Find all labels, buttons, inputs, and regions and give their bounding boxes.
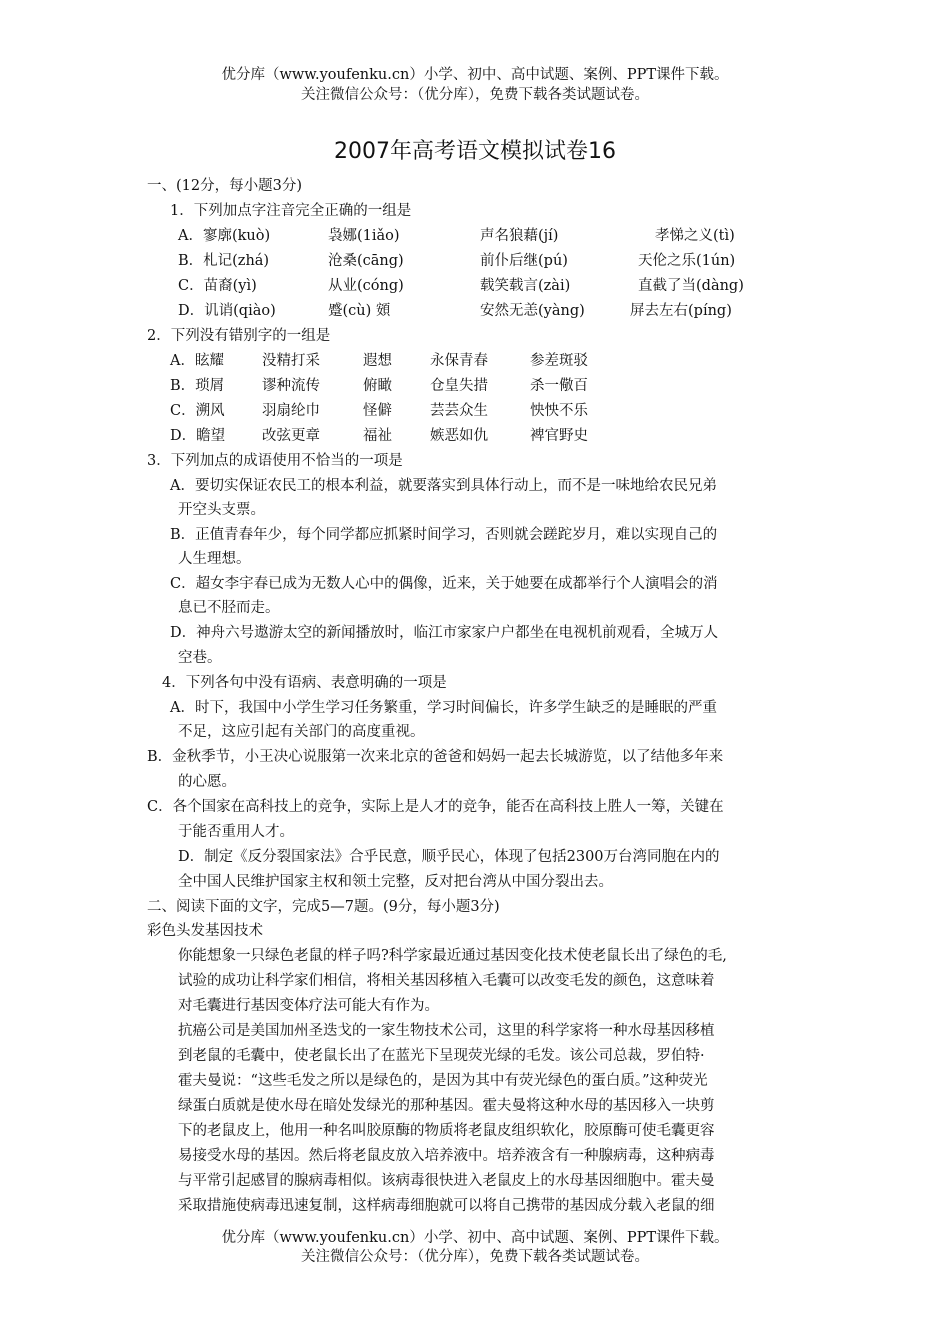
section-1-heading: 一、(12分，每小题3分) xyxy=(147,178,302,194)
q2-c-3: 怪僻 xyxy=(363,403,392,419)
q1-a-1: A．寥廓(kuò) xyxy=(178,228,271,244)
q2-d-2: 改弦更章 xyxy=(262,428,320,444)
page-footer-line-2: 关注微信公众号：（优分库），免费下载各类试题试卷。 xyxy=(301,1249,649,1265)
q4-option-b-cont: 的心愿。 xyxy=(178,774,236,790)
q4-option-a-cont: 不足，这应引起有关部门的高度重视。 xyxy=(178,724,425,740)
passage-line: 绿蛋白质就是使水母在暗处发绿光的那种基因。霍夫曼将这种水母的基因移入一块剪 xyxy=(178,1098,715,1114)
q1-d-2: 蹙(cù) 頞 xyxy=(328,303,391,319)
passage-line: 下的老鼠皮上，他用一种名叫胶原酶的物质将老鼠皮组织软化，胶原酶可使毛囊更容 xyxy=(178,1123,715,1139)
q3-option-b-cont: 人生理想。 xyxy=(178,551,251,567)
q2-stem: 2．下列没有错别字的一组是 xyxy=(147,328,331,344)
q4-option-c-cont: 于能否重用人才。 xyxy=(178,824,294,840)
q4-option-d-cont: 全中国人民维护国家主权和领土完整，反对把台湾从中国分裂出去。 xyxy=(178,874,613,890)
q1-d-1: D．讥诮(qiào) xyxy=(178,303,276,319)
q3-option-c: C．超女李宇春已成为无数人心中的偶像，近来，关于她要在成都举行个人演唱会的消 xyxy=(170,576,718,592)
passage-title: 彩色头发基因技术 xyxy=(147,923,263,939)
passage-line: 易接受水母的基因。然后将老鼠皮放入培养液中。培养液含有一种腺病毒，这种病毒 xyxy=(178,1148,715,1164)
passage-line: 霍夫曼说：“这些毛发之所以是绿色的，是因为其中有荧光绿色的蛋白质。”这种荧光 xyxy=(178,1073,708,1089)
q1-b-3: 前仆后继(pú) xyxy=(480,253,568,269)
passage-line: 抗癌公司是美国加州圣迭戈的一家生物技术公司，这里的科学家将一种水母基因移植 xyxy=(178,1023,715,1039)
passage-line: 采取措施使病毒迅速复制，这样病毒细胞就可以将自己携带的基因成分载入老鼠的细 xyxy=(178,1198,715,1214)
q3-option-a-cont: 开空头支票。 xyxy=(178,502,265,518)
q1-d-3: 安然无恙(yàng) xyxy=(480,303,585,319)
q2-d-4: 嫉恶如仇 xyxy=(430,428,488,444)
passage-line: 试验的成功让科学家们相信，将相关基因移植入毛囊可以改变毛发的颜色，这意味着 xyxy=(178,973,715,989)
q2-a-2: 没精打采 xyxy=(262,353,320,369)
q2-a-1: A．眩耀 xyxy=(170,353,224,369)
q4-option-a: A．时下，我国中小学生学习任务繁重，学习时间偏长，许多学生缺乏的是睡眠的严重 xyxy=(170,700,717,716)
q2-a-4: 永保青春 xyxy=(430,353,488,369)
passage-line: 你能想象一只绿色老鼠的样子吗?科学家最近通过基因变化技术使老鼠长出了绿色的毛, xyxy=(178,948,727,964)
q2-c-4: 芸芸众生 xyxy=(430,403,488,419)
q2-a-5: 参差斑驳 xyxy=(530,353,588,369)
section-2-heading: 二、阅读下面的文字，完成5—7题。(9分，每小题3分) xyxy=(147,899,500,915)
page-header-line-1: 优分库（www.youfenku.cn）小学、初中、高中试题、案例、PPT课件下载。 xyxy=(221,67,729,83)
q2-b-3: 俯瞰 xyxy=(363,378,392,394)
q1-a-3: 声名狼藉(jí) xyxy=(480,228,559,244)
q2-b-4: 仓皇失措 xyxy=(430,378,488,394)
q1-c-1: C．苗裔(yì) xyxy=(178,278,257,294)
q3-option-b: B．正值青春年少，每个同学都应抓紧时间学习，否则就会蹉跎岁月，难以实现自己的 xyxy=(170,527,718,543)
q4-option-b: B．金秋季节，小王决心说服第一次来北京的爸爸和妈妈一起去长城游览，以了结他多年来 xyxy=(147,749,724,765)
q1-stem: 1．下列加点字注音完全正确的一组是 xyxy=(170,203,412,219)
q1-b-2: 沧桑(cāng) xyxy=(328,253,404,269)
passage-line: 与平常引起感冒的腺病毒相似。该病毒很快进入老鼠皮上的水母基因细胞中。霍夫曼 xyxy=(178,1173,715,1189)
q1-c-4: 直截了当(dàng) xyxy=(638,278,744,294)
q3-option-c-cont: 息已不胫而走。 xyxy=(178,600,280,616)
q1-a-2: 袅娜(1iǎo) xyxy=(328,228,400,244)
passage-line: 对毛囊进行基因变体疗法可能大有作为。 xyxy=(178,998,439,1014)
q2-c-2: 羽扇纶巾 xyxy=(262,403,320,419)
page-title: 2007年高考语文模拟试卷16 xyxy=(334,139,616,164)
q4-stem: 4．下列各句中没有语病、表意明确的一项是 xyxy=(162,675,447,691)
page-header-line-2: 关注微信公众号：（优分库），免费下载各类试题试卷。 xyxy=(301,87,649,103)
q2-d-3: 福祉 xyxy=(363,428,392,444)
q3-stem: 3．下列加点的成语使用不恰当的一项是 xyxy=(147,453,403,469)
q2-a-3: 遐想 xyxy=(363,353,392,369)
q3-option-a: A．要切实保证农民工的根本利益，就要落实到具体行动上，而不是一味地给农民兄弟 xyxy=(170,478,717,494)
q1-d-4: 屏去左右(píng) xyxy=(630,303,732,319)
q4-option-c: C．各个国家在高科技上的竞争，实际上是人才的竞争，能否在高科技上胜人一筹，关键在 xyxy=(147,799,724,815)
page-footer-line-1: 优分库（www.youfenku.cn）小学、初中、高中试题、案例、PPT课件下载。 xyxy=(221,1230,729,1246)
q3-option-d: D．神舟六号遨游太空的新闻播放时，临江市家家户户都坐在电视机前观看，全城万人 xyxy=(170,625,719,641)
q1-c-3: 载笑载言(zài) xyxy=(480,278,571,294)
q2-d-1: D．瞻望 xyxy=(170,428,226,444)
q1-a-4: 孝悌之义(tì) xyxy=(655,228,735,244)
q1-b-1: B．札记(zhá) xyxy=(178,253,270,269)
q2-b-2: 谬种流传 xyxy=(262,378,320,394)
q2-d-5: 裨官野史 xyxy=(530,428,588,444)
q2-c-1: C．溯风 xyxy=(170,403,225,419)
q2-b-1: B．琐屑 xyxy=(170,378,225,394)
q1-c-2: 从业(cóng) xyxy=(328,278,404,294)
q2-b-5: 杀一儆百 xyxy=(530,378,588,394)
q1-b-4: 天伦之乐(1ún) xyxy=(638,253,736,269)
q3-option-d-cont: 空巷。 xyxy=(178,650,222,666)
q2-c-5: 怏怏不乐 xyxy=(530,403,588,419)
passage-line: 到老鼠的毛囊中，使老鼠长出了在蓝光下呈现荧光绿的毛发。该公司总裁，罗伯特· xyxy=(178,1048,705,1064)
q4-option-d: D．制定《反分裂国家法》合乎民意，顺乎民心，体现了包括2300万台湾同胞在内的 xyxy=(178,849,720,865)
